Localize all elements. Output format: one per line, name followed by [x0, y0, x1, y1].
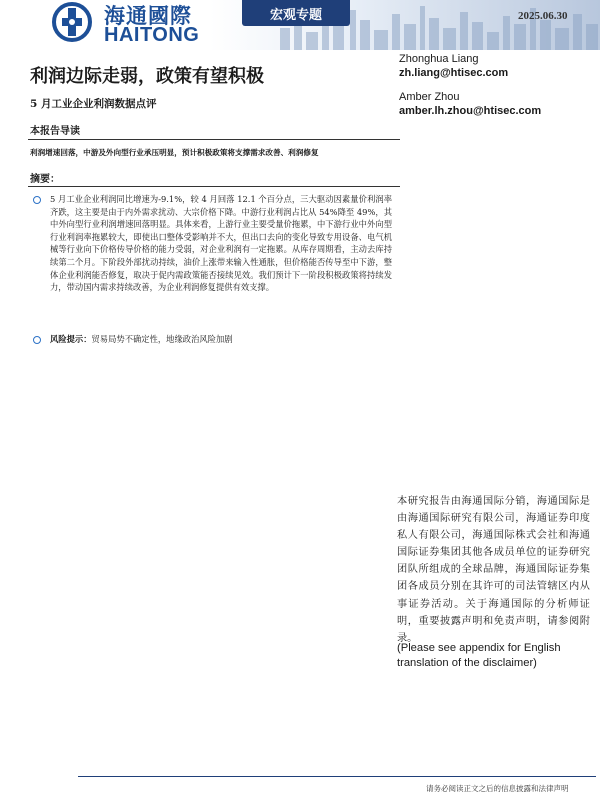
author-name: Zhonghua Liang: [399, 53, 479, 65]
report-category-badge: 宏观专题: [242, 0, 350, 26]
risk-label: 风险提示：: [50, 334, 92, 344]
circle-bullet-icon: [33, 336, 41, 344]
footer-divider: [78, 776, 596, 777]
abstract-paragraph: 5 月工业企业利润同比增速为-9.1%，较 4 月回落 12.1 个百分点，三大驱动因素量价利润率齐跌，这主要是由于内外需求扰动、大宗价格下降。中游行业利润占比从 54%降至 49%，其中外向型行业利润增速回落明显。具体来看，上游行业主要受量价拖累，中下游行业中外向型行业利润率拖累较大，即使出口整体受影响并不大，但出口去向的变化导致专用设备、电气机械等行业向下价格传导价格的能力受弱，对企业利润有一定拖累。从库存周期看，主动去库持续第二个月。下阶段外部扰动持续，油价上涨带来输入性通胀，但价格能否传导至中下游，整体企业利润能否修复，取决于促内需政策能否接续见效。我们预计下一阶段积极政策将持续发力，带动国内需求持续改善，为企业利润修复提供有效支撑。: [50, 194, 392, 293]
logo-english-text: HAITONG: [104, 24, 200, 46]
author-entry: [399, 52, 594, 80]
author-list: [399, 52, 594, 128]
author-name: Amber Zhou: [399, 91, 460, 103]
divider: [28, 186, 400, 187]
author-email[interactable]: zh.liang@htisec.com: [399, 67, 509, 79]
circle-bullet-icon: [33, 196, 41, 204]
divider: [28, 139, 400, 140]
author-email[interactable]: amber.lh.zhou@htisec.com: [399, 105, 542, 117]
abstract-heading: 摘要：: [30, 174, 60, 185]
risk-warning: [50, 333, 392, 346]
report-date: 2025.06.30: [518, 10, 568, 22]
haitong-logo-icon: [52, 2, 92, 42]
guide-heading: 本报告导读: [30, 126, 80, 137]
logo-chinese-text: 海通國際: [104, 3, 192, 28]
risk-text: 贸易局势不确定性，地缘政治风险加剧: [91, 334, 233, 344]
footer-notice: 请务必阅读正文之后的信息披露和法律声明: [426, 784, 569, 793]
report-title: 利润边际走弱，政策有望积极: [30, 66, 264, 87]
disclaimer-chinese: 本研究报告由海通国际分销，海通国际是由海通国际研究有限公司，海通证券印度私人有限公司，海通国际株式会社和海通国际证券集团其他各成员单位的证券研究团队所组成的全球品牌，海通国际证券集团各成员分别在其许可的司法管辖区内从事证券活动。关于海通国际的分析师证明，重要披露声明和免责声明，请参阅附录。: [397, 496, 590, 644]
disclaimer-english: (Please see appendix for English translation of the disclaimer): [397, 642, 561, 669]
report-keywords: 利润增速回落，中游及外向型行业承压明显，预计积极政策将支撑需求改善、利润修复: [30, 148, 319, 157]
report-subtitle: 5 月工业企业利润数据点评: [30, 98, 157, 110]
author-entry: [399, 90, 594, 118]
